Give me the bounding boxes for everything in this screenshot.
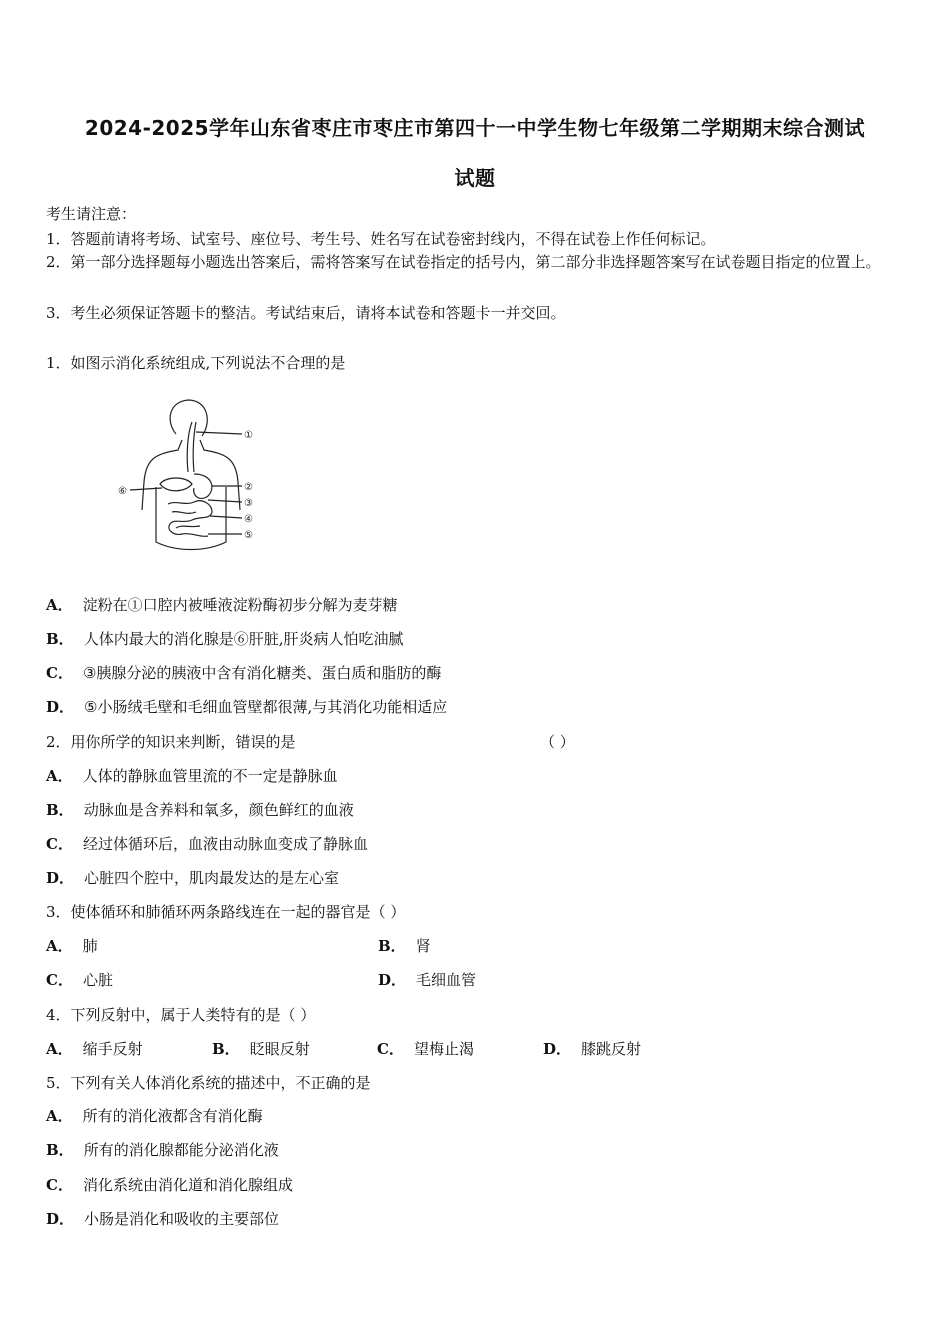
question-1-stem: 1．如图示消化系统组成,下列说法不合理的是 [46,354,346,372]
notice-item-2: 2．第一部分选择题每小题选出答案后，需将答案写在试卷指定的括号内，第二部分非选择题答案写在试卷题目指定的位置上。 [46,253,881,271]
question-2-stem: 2．用你所学的知识来判断，错误的是 （ ） [46,733,575,751]
q5-option-c: C． 消化系统由消化道和消化腺组成 [46,1176,293,1194]
q4-option-c: C． 望梅止渴 [377,1040,474,1058]
figure-label-1: ① [244,430,253,441]
q3-option-b: B． 肾 [378,937,431,955]
answer-parentheses: （ ） [540,733,575,751]
q3-option-a: A． 肺 [46,937,98,955]
notice-heading: 考生请注意： [46,205,137,223]
q1-option-a: A． 淀粉在①口腔内被唾液淀粉酶初步分解为麦芽糖 [46,596,398,614]
notice-item-3: 3．考生必须保证答题卡的整洁。考试结束后，请将本试卷和答题卡一并交回。 [46,304,566,322]
notice-item-1: 1．答题前请将考场、试室号、座位号、考生号、姓名写在试卷密封线内，不得在试卷上作任何标记。 [46,230,716,248]
q1-option-c: C． ③胰腺分泌的胰液中含有消化糖类、蛋白质和脂肪的酶 [46,664,442,682]
figure-label-5: ⑤ [244,530,253,541]
exam-title-line1: 2024-2025学年山东省枣庄市枣庄市第四十一中学生物七年级第二学期期末综合测试 [84,116,866,140]
exam-title-line2: 试题 [454,166,496,190]
q2-option-a: A． 人体的静脉血管里流的不一定是静脉血 [46,767,338,785]
digestive-system-figure [116,392,266,562]
question-5-stem: 5．下列有关人体消化系统的描述中，不正确的是 [46,1074,371,1092]
figure-label-3: ③ [244,498,253,509]
q2-option-b: B． 动脉血是含养料和氧多，颜色鲜红的血液 [46,801,354,819]
q5-option-b: B． 所有的消化腺都能分泌消化液 [46,1141,279,1159]
q3-options-row2 [46,969,746,990]
figure-label-4: ④ [244,514,253,525]
q4-option-d: D． 膝跳反射 [543,1040,642,1058]
q4-option-a: A． 缩手反射 [46,1040,143,1058]
q2-option-c: C． 经过体循环后，血液由动脉血变成了静脉血 [46,835,368,853]
q1-option-b: B． 人体内最大的消化腺是⑥肝脏,肝炎病人怕吃油腻 [46,630,404,648]
figure-label-2: ② [244,482,253,493]
q3-option-c: C． 心脏 [46,971,113,989]
q5-option-a: A． 所有的消化液都含有消化酶 [46,1107,263,1125]
q4-option-b: B． 眨眼反射 [212,1040,310,1058]
q5-option-d: D． 小肠是消化和吸收的主要部位 [46,1210,280,1228]
figure-label-6: ⑥ [118,486,127,497]
question-3-stem: 3．使体循环和肺循环两条路线连在一起的器官是（ ） [46,903,406,921]
q3-options-row1 [46,935,746,956]
q3-option-d: D． 毛细血管 [378,971,477,989]
q4-options-row [46,1038,746,1059]
q2-option-d: D． 心脏四个腔中，肌肉最发达的是左心室 [46,869,340,887]
q1-option-d: D． ⑤小肠绒毛壁和毛细血管壁都很薄,与其消化功能相适应 [46,698,448,716]
question-4-stem: 4．下列反射中，属于人类特有的是（ ） [46,1006,316,1024]
